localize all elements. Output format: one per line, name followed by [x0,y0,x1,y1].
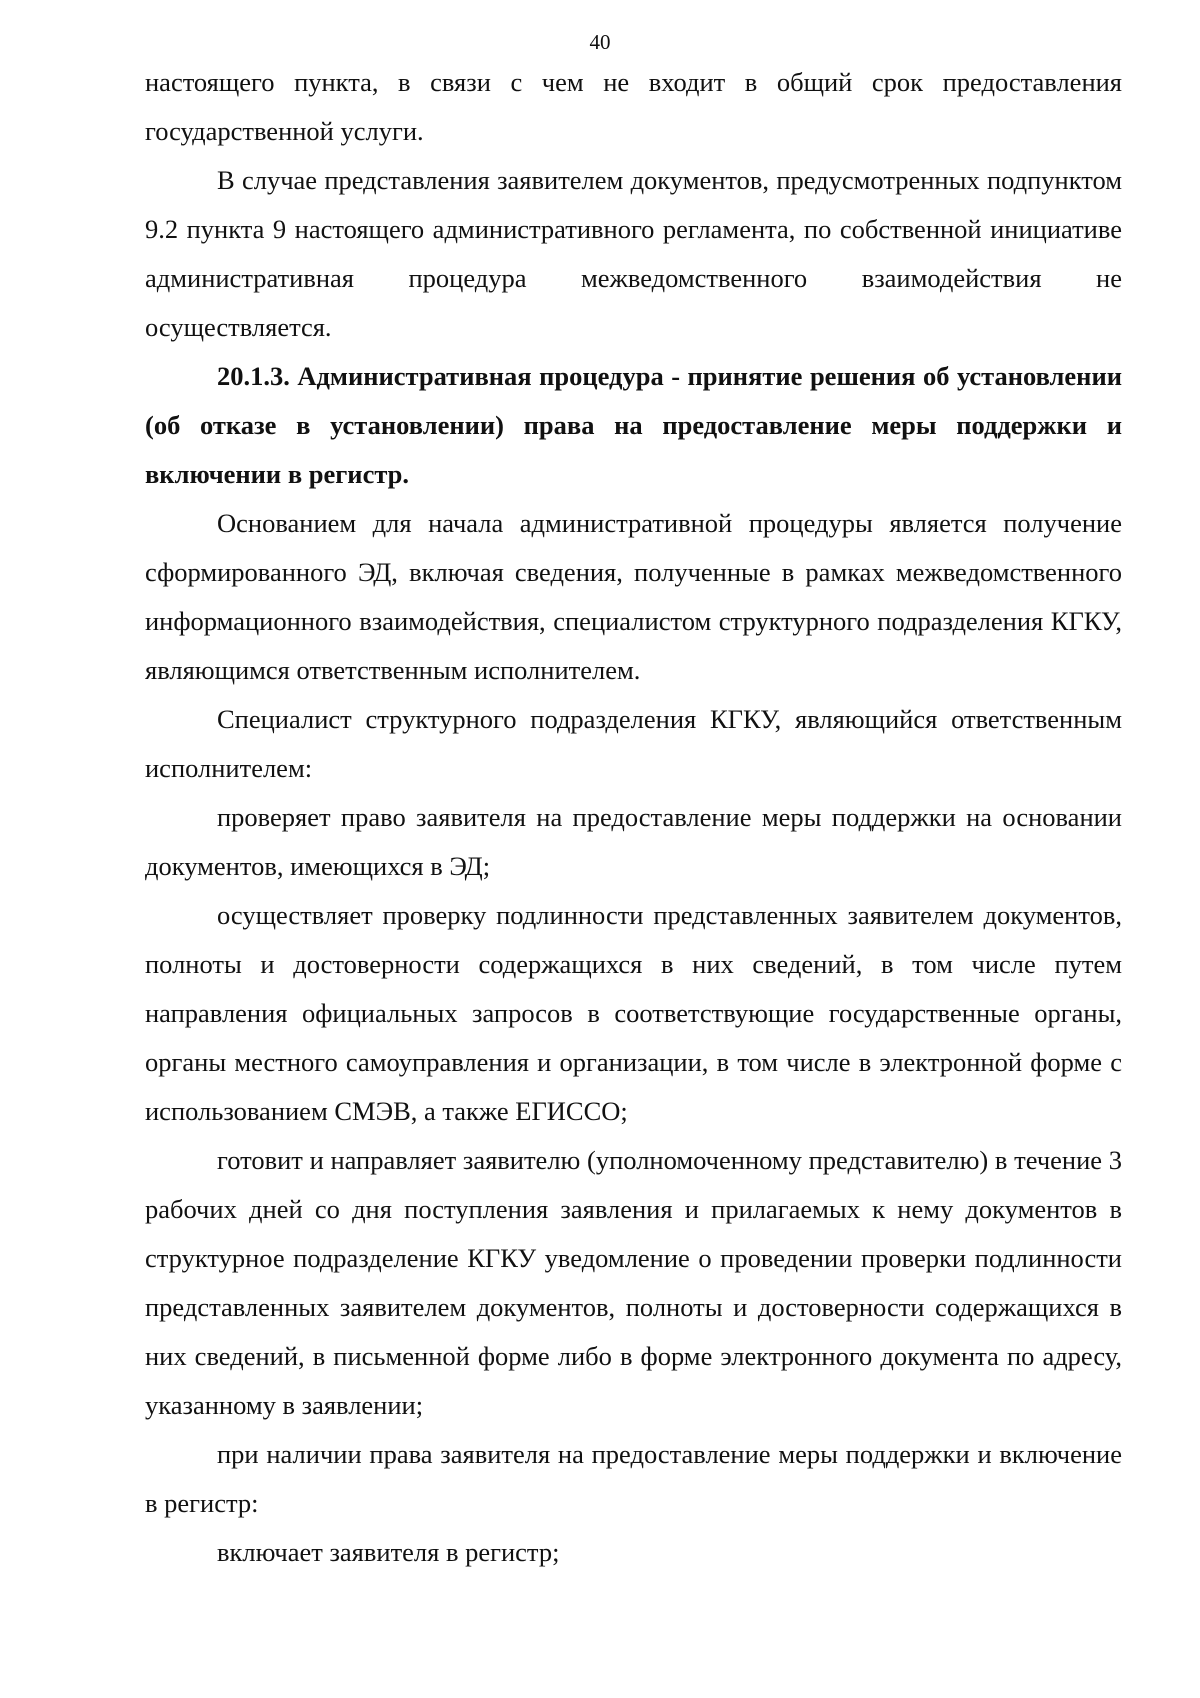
list-item-includes-in-register: включает заявителя в регистр; [217,1537,560,1567]
paragraph-grounds: Основанием для начала административной процедуры является получение сформированного ЭД, включая сведения, полученные в рамках межведомственного информационного взаимодействия, специалистом структурного подразделения КГКУ, являющимся ответственным исполнителем. [145,508,1122,685]
list-item-sends-notice: готовит и направляет заявителю (уполномоченному представителю) в течение 3 рабочих дней со дня поступления заявления и прилагаемых к нему документов в структурное подразделение КГКУ уведомление о проведении проверки подлинности представленных заявителем документов, полноты и достоверности содержащихся в них сведений, в письменной форме либо в форме электронного документа по адресу, указанному в заявлении; [145,1145,1122,1420]
page-number: 40 [589,30,611,54]
paragraph-if-right-exists: при наличии права заявителя на предоставление меры поддержки и включение в регистр: [145,1439,1122,1518]
paragraph-specialist: Специалист структурного подразделения КГКУ, являющийся ответственным исполнителем: [145,704,1122,783]
list-item-checks-right: проверяет право заявителя на предоставление меры поддержки на основании документов, имеющихся в ЭД; [145,802,1122,881]
paragraph-own-initiative: В случае представления заявителем документов, предусмотренных подпунктом 9.2 пункта 9 настоящего административного регламента, по собственной инициативе административная процедура межведомственного взаимодействия не осуществляется. [145,165,1122,342]
list-item-verifies-documents: осуществляет проверку подлинности представленных заявителем документов, полноты и достоверности содержащихся в них сведений, в том числе путем направления официальных запросов в соответствующие государственные органы, органы местного самоуправления и организации, в том числе в электронной форме с использованием СМЭВ, а также ЕГИССО; [145,900,1122,1126]
paragraph-continuation: настоящего пункта, в связи с чем не входит в общий срок предоставления государственной услуги. [145,67,1122,146]
document-body [145,58,1122,1577]
section-heading-20-1-3: 20.1.3. Административная процедура - принятие решения об установлении (об отказе в установлении) права на предоставление меры поддержки и включении в регистр. [145,361,1122,489]
